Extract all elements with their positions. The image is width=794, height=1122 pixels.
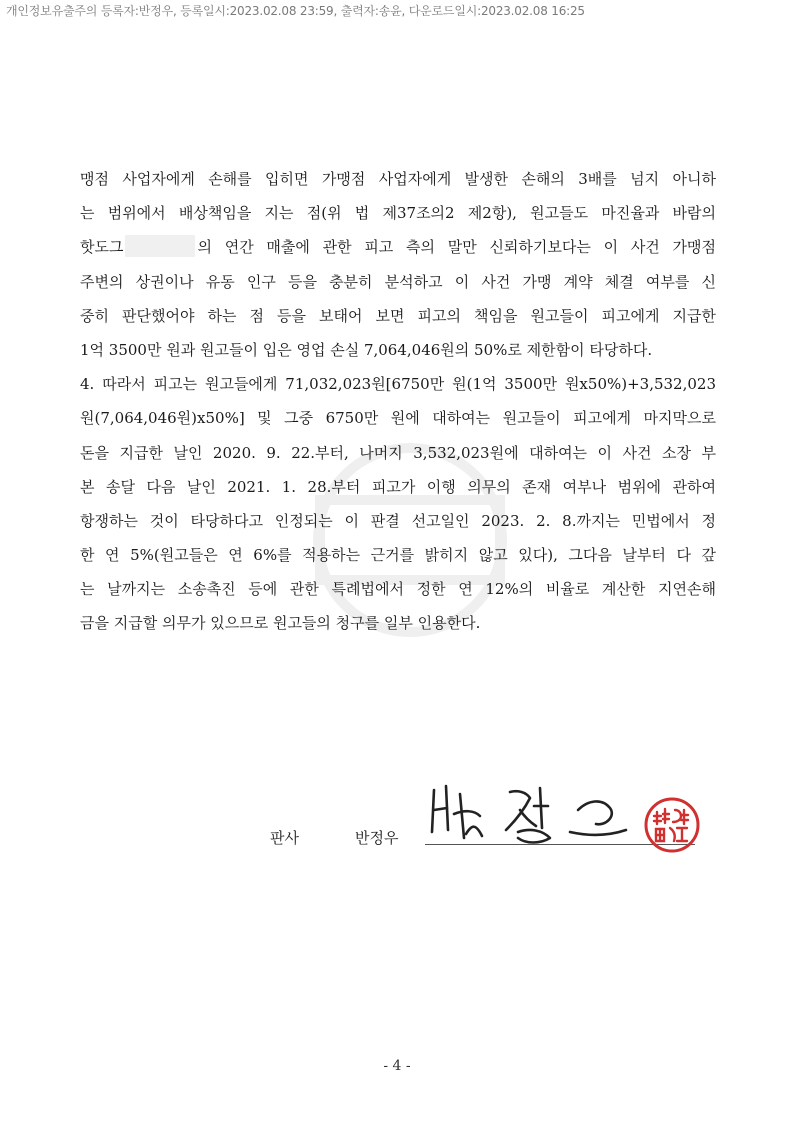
signature-block <box>270 780 730 870</box>
body-line-1: 맹점 사업자에게 손해를 입히면 가맹점 사업자에게 발생한 손해의 3배를 넘지 아니하 <box>80 170 716 188</box>
handwritten-signature <box>420 780 640 850</box>
redaction-box <box>125 235 195 257</box>
body-line-13: 는 날까지는 소송촉진 등에 관한 특례법에서 정한 연 12%의 비율로 계산한 지연손해 <box>80 580 716 599</box>
judgment-body <box>80 162 716 641</box>
body-line-14: 금을 지급할 의무가 있으므로 원고들의 청구를 일부 인용한다. <box>80 614 481 633</box>
download-info-header: 개인정보유출주의 등록자:반정우, 등록일시:2023.02.08 23:59, 출력자:송윤, 다운로드일시:2023.02.08 16:25 <box>6 4 585 18</box>
body-line-5: 중히 판단했어야 하는 점 등을 보태어 보면 피고의 책임을 원고들이 피고에게 지급한 <box>80 306 716 325</box>
body-line-10: 본 송달 다음 날인 2021. 1. 28.부터 피고가 이행 의무의 존재 여부나 범위에 관하여 <box>80 477 716 496</box>
body-line-4: 주변의 상권이나 유동 인구 등을 충분히 분석하고 이 사건 가맹 계약 체결 여부를 신 <box>80 272 716 291</box>
body-line-3-suffix: 의 연간 매출에 관한 피고 측의 말만 신뢰하기보다는 이 사건 가맹점 <box>197 238 716 257</box>
body-line-7: 4. 따라서 피고는 원고들에게 71,032,023원[6750만 원(1억 3500만 원x50%)+3,532,023 <box>80 375 716 394</box>
page-number: - 4 - <box>383 1058 411 1074</box>
body-line-8: 원(7,064,046원)x50%] 및 그중 6750만 원에 대하여는 원고들이 피고에게 마지막으로 <box>80 409 716 428</box>
judge-title: 판사 <box>270 829 299 847</box>
body-line-11: 항쟁하는 것이 타당하다고 인정되는 이 판결 선고일인 2023. 2. 8.까지는 민법에서 정 <box>80 511 716 530</box>
judge-name: 반정우 <box>355 829 399 847</box>
body-line-2: 는 범위에서 배상책임을 지는 점(위 법 제37조의2 제2항), 원고들도 마진율과 바람의 <box>80 204 716 223</box>
body-line-6: 1억 3500만 원과 원고들이 입은 영업 손실 7,064,046원의 50%로 제한함이 타당하다. <box>80 340 653 359</box>
body-line-9: 돈을 지급한 날인 2020. 9. 22.부터, 나머지 3,532,023원에 대하여는 이 사건 소장 부 <box>80 443 716 462</box>
judge-seal-stamp <box>643 796 701 854</box>
body-line-3-prefix: 핫도그 <box>80 238 124 257</box>
body-line-3 <box>80 230 716 264</box>
body-line-12: 한 연 5%(원고들은 연 6%를 적용하는 근거를 밝히지 않고 있다), 그다음 날부터 다 갚 <box>80 546 716 565</box>
